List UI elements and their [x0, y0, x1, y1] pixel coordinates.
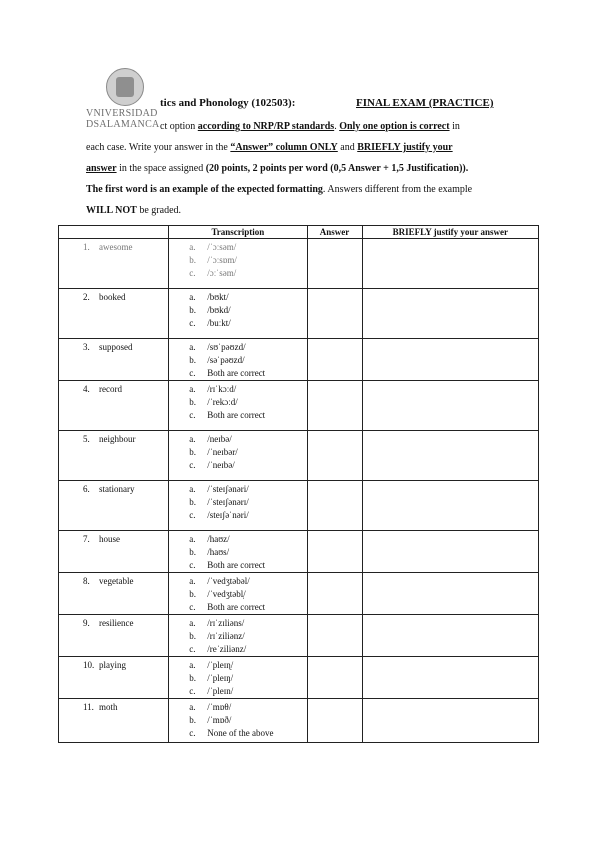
answer-cell[interactable] — [307, 431, 362, 481]
option-list — [169, 573, 306, 614]
word-cell — [59, 239, 169, 289]
instr-text: each case. Write your answer in the — [86, 142, 231, 153]
question-word: record — [99, 384, 122, 394]
option-item — [189, 672, 306, 685]
option-list — [169, 431, 306, 472]
transcription-cell — [169, 531, 307, 573]
option-item — [189, 341, 306, 354]
option-item — [189, 459, 306, 472]
option-text: /bʊkd/ — [207, 305, 231, 315]
justification-cell[interactable] — [362, 239, 538, 289]
word-cell — [59, 339, 169, 381]
instr-text: in — [449, 121, 460, 132]
justification-cell[interactable] — [362, 481, 538, 531]
option-text: /səˈpəʊzd/ — [207, 355, 245, 365]
page-title — [160, 97, 494, 109]
instr-emphasis: Only one option is correct — [339, 121, 450, 132]
option-text: /ˈneɪbə/ — [207, 460, 235, 470]
option-text: Both are correct — [207, 368, 266, 378]
option-text: /neɪbə/ — [207, 434, 232, 444]
option-item — [189, 727, 306, 740]
instr-emphasis: according to NRP/RP standards — [197, 121, 335, 132]
option-text: None of the above — [207, 728, 274, 738]
word-label — [59, 481, 168, 496]
option-item — [189, 714, 306, 727]
exam-title: FINAL EXAM (PRACTICE) — [356, 97, 494, 109]
transcription-cell — [169, 431, 307, 481]
option-item — [189, 433, 306, 446]
option-item — [189, 409, 306, 422]
option-text: /ˈpleɪn/ — [207, 686, 234, 696]
option-text: /ˈpleɪŋ/ — [207, 673, 234, 683]
instr-text: in the space assigned — [116, 163, 206, 174]
answer-cell[interactable] — [307, 339, 362, 381]
word-cell — [59, 381, 169, 431]
table-row — [59, 381, 539, 431]
answer-cell[interactable] — [307, 573, 362, 615]
option-text: /ˈmɒð/ — [207, 715, 232, 725]
option-item — [189, 559, 306, 572]
answer-cell[interactable] — [307, 289, 362, 339]
table-row — [59, 239, 539, 289]
option-text: Both are correct — [207, 602, 266, 612]
option-letter: b. — [189, 631, 196, 641]
word-cell — [59, 657, 169, 699]
answer-cell[interactable] — [307, 531, 362, 573]
instr-text: ct option — [160, 121, 198, 132]
transcription-cell — [169, 289, 307, 339]
option-list — [169, 339, 306, 380]
instr-emphasis: “Answer” column ONLY — [230, 142, 338, 153]
option-item — [189, 291, 306, 304]
word-label — [59, 615, 168, 630]
table-row — [59, 573, 539, 615]
option-letter: b. — [189, 305, 196, 315]
option-item — [189, 317, 306, 330]
option-list — [169, 699, 306, 740]
table-row — [59, 615, 539, 657]
col-header-word — [59, 226, 169, 239]
logo-line-2: DSALAMANCA — [86, 119, 160, 130]
col-header-answer: Answer — [307, 226, 362, 239]
option-text: /rɪˈziliənz/ — [207, 631, 245, 641]
word-cell — [59, 481, 169, 531]
option-text: /ˈneɪbər/ — [207, 447, 238, 457]
transcription-cell — [169, 339, 307, 381]
instr-emphasis: (20 points, 2 points per word (0,5 Answer + 1,5 Justification)). — [205, 163, 469, 174]
option-text: /ˈɔːsɒm/ — [207, 255, 237, 265]
option-text: /ˈsteɪʃənərɪ/ — [207, 497, 249, 507]
option-letter: a. — [189, 660, 196, 670]
justification-cell[interactable] — [362, 573, 538, 615]
option-list — [169, 657, 306, 698]
transcription-cell — [169, 699, 307, 743]
question-number: 11. — [83, 702, 94, 712]
option-text: /ˈvedʒtəbəl/ — [207, 576, 250, 586]
option-list — [169, 239, 306, 280]
option-letter: a. — [189, 484, 196, 494]
logo-line-1: VNIVERSIDAD — [86, 108, 158, 119]
question-number: 10. — [83, 660, 95, 670]
option-item — [189, 659, 306, 672]
option-letter: b. — [189, 589, 196, 599]
instruction-line-3 — [86, 158, 516, 179]
table-row — [59, 657, 539, 699]
option-item — [189, 575, 306, 588]
answer-cell[interactable] — [307, 239, 362, 289]
question-word: moth — [99, 702, 118, 712]
option-text: /haʊz/ — [207, 534, 230, 544]
option-item — [189, 601, 306, 614]
university-seal-icon — [106, 68, 144, 106]
option-item — [189, 354, 306, 367]
option-text: /ˈmɒθ/ — [207, 702, 232, 712]
option-letter: a. — [189, 576, 196, 586]
option-item — [189, 701, 306, 714]
table-row — [59, 699, 539, 743]
table-row — [59, 481, 539, 531]
instr-text: . Answers different from the example — [322, 184, 473, 195]
option-text: /ˈpleɪɳ/ — [207, 660, 234, 670]
option-list — [169, 615, 306, 656]
option-letter: b. — [189, 715, 196, 725]
transcription-cell — [169, 381, 307, 431]
option-text: /ˈɔːsəm/ — [207, 242, 237, 252]
option-item — [189, 267, 306, 280]
table-header-row — [59, 226, 539, 239]
justification-cell[interactable] — [362, 339, 538, 381]
col-header-justification: BRIEFLY justify your answer — [362, 226, 538, 239]
table-row — [59, 531, 539, 573]
justification-cell[interactable] — [362, 615, 538, 657]
word-label — [59, 431, 168, 446]
option-text: /rɪˈzɪliəns/ — [207, 618, 245, 628]
option-list — [169, 531, 306, 572]
answer-cell[interactable] — [307, 699, 362, 743]
option-item — [189, 533, 306, 546]
option-letter: a. — [189, 292, 196, 302]
justification-cell[interactable] — [362, 381, 538, 431]
table-row — [59, 431, 539, 481]
transcription-cell — [169, 615, 307, 657]
option-letter: c. — [189, 460, 196, 470]
option-item — [189, 241, 306, 254]
option-letter: a. — [189, 702, 196, 712]
justification-cell[interactable] — [362, 289, 538, 339]
option-item — [189, 483, 306, 496]
instruction-line-1 — [86, 116, 516, 137]
option-letter: c. — [189, 728, 196, 738]
option-item — [189, 509, 306, 522]
justification-cell[interactable] — [362, 531, 538, 573]
option-letter: a. — [189, 434, 196, 444]
question-number: 5. — [83, 434, 90, 444]
option-text: /ˈsteɪʃənəri/ — [207, 484, 249, 494]
option-letter: b. — [189, 255, 196, 265]
word-cell — [59, 531, 169, 573]
instructions — [86, 116, 516, 221]
question-number: 1. — [83, 242, 90, 252]
option-item — [189, 617, 306, 630]
question-word: resilience — [99, 618, 134, 628]
option-text: /buːkt/ — [207, 318, 231, 328]
question-number: 3. — [83, 342, 90, 352]
question-number: 4. — [83, 384, 90, 394]
table-body — [59, 239, 539, 743]
option-letter: c. — [189, 318, 196, 328]
option-text: /ɔːˈsəm/ — [207, 268, 237, 278]
word-cell — [59, 289, 169, 339]
option-letter: b. — [189, 447, 196, 457]
option-letter: b. — [189, 497, 196, 507]
course-title: tics and Phonology (102503): — [160, 97, 296, 109]
transcription-cell — [169, 573, 307, 615]
question-number: 9. — [83, 618, 90, 628]
option-text: /haʊs/ — [207, 547, 230, 557]
option-letter: a. — [189, 342, 196, 352]
option-list — [169, 289, 306, 330]
justification-cell[interactable] — [362, 699, 538, 743]
option-text: /ˈrekɔːd/ — [207, 397, 238, 407]
instr-text: and — [337, 142, 358, 153]
word-label — [59, 339, 168, 354]
option-text: /steɪʃəˈnəri/ — [207, 510, 249, 520]
option-letter: b. — [189, 355, 196, 365]
word-label — [59, 699, 168, 714]
option-text: Both are correct — [207, 560, 266, 570]
answer-table — [58, 225, 539, 743]
option-item — [189, 446, 306, 459]
option-item — [189, 304, 306, 317]
option-letter: a. — [189, 534, 196, 544]
option-item — [189, 643, 306, 656]
instr-emphasis: answer — [86, 163, 117, 174]
option-item — [189, 546, 306, 559]
word-label — [59, 289, 168, 304]
word-label — [59, 531, 168, 546]
option-letter: c. — [189, 686, 196, 696]
option-item — [189, 367, 306, 380]
option-letter: a. — [189, 242, 196, 252]
option-item — [189, 630, 306, 643]
option-item — [189, 685, 306, 698]
option-list — [169, 481, 306, 522]
question-word: stationary — [99, 484, 135, 494]
question-word: playing — [99, 660, 126, 670]
instr-emphasis: WILL NOT — [86, 205, 137, 216]
question-number: 2. — [83, 292, 90, 302]
option-text: /rɪˈkɔːd/ — [207, 384, 237, 394]
option-text: Both are correct — [207, 410, 266, 420]
word-cell — [59, 615, 169, 657]
col-header-transcription: Transcription — [169, 226, 307, 239]
word-label — [59, 239, 168, 254]
justification-cell[interactable] — [362, 657, 538, 699]
option-item — [189, 396, 306, 409]
table-row — [59, 339, 539, 381]
instr-emphasis: The first word is an example of the expected formatting — [86, 184, 323, 195]
word-cell — [59, 431, 169, 481]
question-word: awesome — [99, 242, 133, 252]
option-letter: c. — [189, 602, 196, 612]
option-letter: c. — [189, 560, 196, 570]
option-letter: b. — [189, 673, 196, 683]
question-number: 8. — [83, 576, 90, 586]
option-text: /ˈvedʒtəbl̩/ — [207, 589, 246, 599]
word-label — [59, 573, 168, 588]
answer-cell[interactable] — [307, 381, 362, 431]
answer-cell[interactable] — [307, 615, 362, 657]
option-item — [189, 254, 306, 267]
option-letter: c. — [189, 268, 196, 278]
question-number: 6. — [83, 484, 90, 494]
transcription-cell — [169, 481, 307, 531]
instruction-line-2 — [86, 137, 516, 158]
transcription-cell — [169, 657, 307, 699]
question-word: neighbour — [99, 434, 136, 444]
word-label — [59, 381, 168, 396]
instruction-line-5 — [86, 200, 516, 221]
option-letter: c. — [189, 644, 196, 654]
table-row — [59, 289, 539, 339]
word-label — [59, 657, 168, 672]
instruction-line-4 — [86, 179, 516, 200]
justification-cell[interactable] — [362, 431, 538, 481]
question-word: booked — [99, 292, 126, 302]
question-number: 7. — [83, 534, 90, 544]
instr-text: . — [334, 121, 340, 132]
option-letter: b. — [189, 397, 196, 407]
option-letter: c. — [189, 410, 196, 420]
option-letter: c. — [189, 368, 196, 378]
instr-text: be graded. — [136, 205, 182, 216]
transcription-cell — [169, 239, 307, 289]
option-item — [189, 588, 306, 601]
answer-cell[interactable] — [307, 481, 362, 531]
option-letter: c. — [189, 510, 196, 520]
answer-cell[interactable] — [307, 657, 362, 699]
option-letter: a. — [189, 618, 196, 628]
question-word: vegetable — [99, 576, 134, 586]
option-list — [169, 381, 306, 422]
instr-emphasis: BRIEFLY justify your — [357, 142, 453, 153]
option-text: /bʊkt/ — [207, 292, 229, 302]
option-letter: b. — [189, 547, 196, 557]
option-item — [189, 496, 306, 509]
option-letter: a. — [189, 384, 196, 394]
word-cell — [59, 699, 169, 743]
option-text: /reˈziliənz/ — [207, 644, 247, 654]
question-word: supposed — [99, 342, 133, 352]
option-item — [189, 383, 306, 396]
question-word: house — [99, 534, 120, 544]
word-cell — [59, 573, 169, 615]
option-text: /sʊˈpəʊzd/ — [207, 342, 246, 352]
